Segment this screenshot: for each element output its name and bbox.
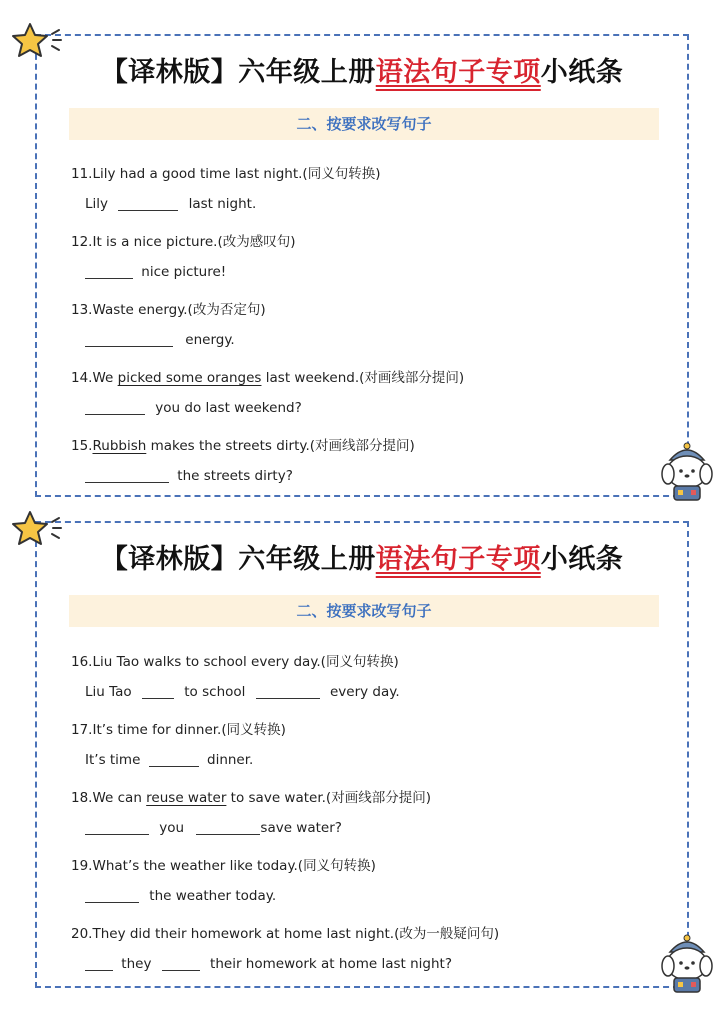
underlined-phrase: reuse water: [146, 790, 227, 806]
answer-text: energy.: [185, 332, 235, 348]
answer-text: nice picture!: [141, 264, 227, 280]
answer-blank[interactable]: [162, 957, 200, 971]
answer-text: Lily: [85, 196, 109, 212]
section-heading: 二、按要求改写句子: [69, 595, 659, 627]
question-18: [71, 786, 431, 806]
answer-text: their homework at home last night?: [210, 956, 452, 972]
answer-20: [85, 956, 452, 972]
question-13: 13.Waste energy.(改为否定句): [71, 302, 266, 318]
star-icon: [10, 508, 66, 552]
answer-blank[interactable]: [196, 821, 260, 835]
question-text: 15.: [71, 438, 93, 454]
question-16: 16.Liu Tao walks to school every day.(同义句转换): [71, 654, 399, 670]
question-19: 19.What’s the weather like today.(同义句转换): [71, 858, 376, 874]
answer-blank[interactable]: [85, 889, 139, 903]
answer-text: save water?: [260, 820, 342, 836]
answer-blank[interactable]: [85, 469, 169, 483]
answer-19: [85, 888, 276, 904]
answer-12: [85, 264, 226, 280]
answer-blank[interactable]: [85, 401, 145, 415]
question-text: makes the streets dirty.(对画线部分提问): [146, 438, 415, 454]
question-17: 17.It’s time for dinner.(同义转换): [71, 722, 286, 738]
title-highlight: 语法句子专项: [375, 57, 541, 88]
answer-blank[interactable]: [142, 685, 174, 699]
puppy-mascot-icon: [656, 932, 718, 996]
question-text: 18.We can: [71, 790, 147, 806]
answer-17: [85, 752, 253, 768]
answer-text: to school: [184, 684, 246, 700]
answer-blank[interactable]: [85, 821, 149, 835]
answer-blank[interactable]: [118, 197, 178, 211]
card-title: [37, 50, 687, 89]
title-prefix: 【译林版】六年级上册: [100, 544, 376, 575]
answer-18: [85, 820, 342, 836]
answer-13: [85, 332, 235, 348]
section-heading: 二、按要求改写句子: [69, 108, 659, 140]
question-14: [71, 366, 464, 386]
answer-11: [85, 196, 256, 212]
question-text: to save water.(对画线部分提问): [226, 790, 431, 806]
answer-15: [85, 468, 293, 484]
worksheet-card-1: [35, 34, 689, 497]
question-20: 20.They did their homework at home last night.(改为一般疑问句): [71, 926, 500, 942]
card-title: [37, 537, 687, 576]
title-suffix: 小纸条: [540, 544, 624, 575]
question-text: 14.We: [71, 370, 118, 386]
answer-text: dinner.: [207, 752, 254, 768]
title-suffix: 小纸条: [540, 57, 624, 88]
answer-text: every day.: [330, 684, 400, 700]
answer-blank[interactable]: [256, 685, 320, 699]
puppy-mascot-icon: [656, 440, 718, 504]
answer-text: you: [159, 820, 185, 836]
answer-text: the weather today.: [149, 888, 277, 904]
answer-blank[interactable]: [85, 957, 113, 971]
answer-16: [85, 684, 400, 700]
question-11: 11.Lily had a good time last night.(同义句转换): [71, 166, 381, 182]
question-text: last weekend.(对画线部分提问): [261, 370, 465, 386]
star-icon: [10, 20, 66, 64]
answer-text: they: [121, 956, 152, 972]
title-highlight: 语法句子专项: [375, 544, 541, 575]
question-15: [71, 434, 415, 454]
answer-14: [85, 400, 302, 416]
answer-text: you do last weekend?: [155, 400, 302, 416]
answer-text: last night.: [188, 196, 257, 212]
answer-blank[interactable]: [149, 753, 199, 767]
answer-blank[interactable]: [85, 333, 173, 347]
answer-blank[interactable]: [85, 265, 133, 279]
answer-text: It’s time: [85, 752, 141, 768]
worksheet-card-2: [35, 521, 689, 988]
answer-text: Liu Tao: [85, 684, 132, 700]
underlined-phrase: picked some oranges: [117, 370, 262, 386]
title-prefix: 【译林版】六年级上册: [100, 57, 376, 88]
underlined-phrase: Rubbish: [92, 438, 147, 454]
question-12: 12.It is a nice picture.(改为感叹句): [71, 234, 296, 250]
answer-text: the streets dirty?: [177, 468, 293, 484]
